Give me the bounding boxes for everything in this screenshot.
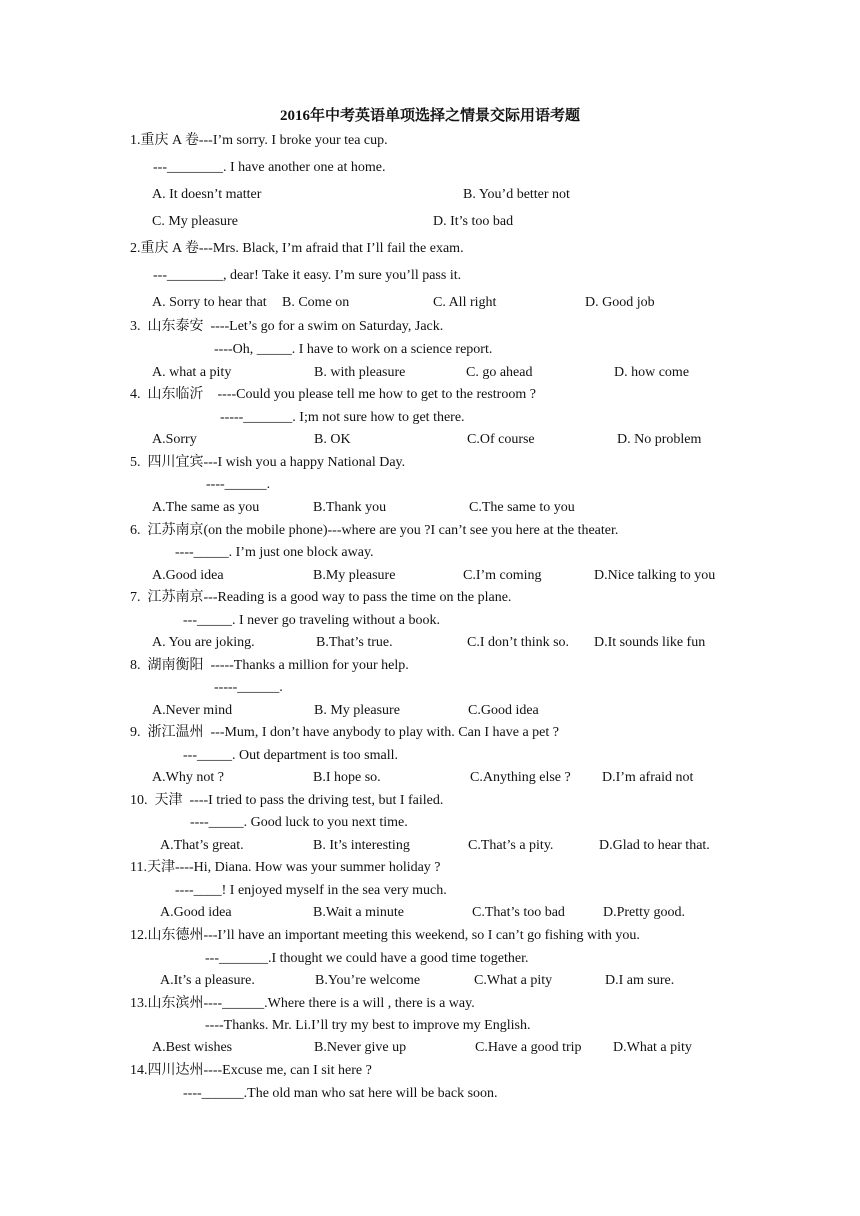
question-9-option-a: A.Why not ? — [152, 770, 224, 785]
question-5-response: ----______. — [206, 477, 271, 492]
question-11-option-a: A.Good idea — [160, 905, 232, 920]
question-12-response: ---_______.I thought we could have a good time together. — [205, 951, 529, 966]
question-14-response: ----______.The old man who sat here will be back soon. — [183, 1086, 498, 1101]
question-13-option-a: A.Best wishes — [152, 1040, 233, 1055]
question-13-stem: 13.山东滨州----______.Where there is a will , there is a way. — [130, 996, 475, 1011]
question-2-stem: 2.重庆 A 卷---Mrs. Black, I’m afraid that I’ll fail the exam. — [130, 241, 464, 256]
question-10-option-c: C.That’s a pity. — [468, 838, 554, 853]
question-8-option-b: B. My pleasure — [314, 703, 400, 718]
question-7-option-b: B.That’s true. — [316, 635, 393, 650]
question-3-response: ----Oh, _____. I have to work on a science report. — [214, 342, 493, 357]
page-title: 2016年中考英语单项选择之情景交际用语考题 — [279, 108, 580, 124]
question-9-option-c: C.Anything else ? — [470, 770, 571, 785]
question-12-stem: 12.山东德州---I’ll have an important meeting this weekend, so I can’t go fishing with you. — [130, 928, 640, 943]
question-6-option-b: B.My pleasure — [313, 568, 396, 583]
question-1-option-b: B. You’d better not — [463, 187, 570, 202]
question-2-response: ---________, dear! Take it easy. I’m sure you’ll pass it. — [153, 268, 462, 283]
question-1-option-d: D. It’s too bad — [433, 214, 514, 229]
question-3-option-a: A. what a pity — [152, 365, 232, 380]
question-12-option-b: B.You’re welcome — [315, 973, 421, 988]
question-9-response: ---_____. Out department is too small. — [183, 748, 399, 763]
question-3-option-c: C. go ahead — [466, 365, 533, 380]
question-2-option-b: B. Come on — [282, 295, 350, 310]
question-4-stem: 4. 山东临沂 ----Could you please tell me how to get to the restroom ? — [130, 387, 536, 402]
question-9-stem: 9. 浙江温州 ---Mum, I don’t have anybody to play with. Can I have a pet ? — [130, 725, 559, 740]
question-11-response: ----____! I enjoyed myself in the sea very much. — [175, 883, 447, 898]
question-2-option-d: D. Good job — [585, 295, 655, 310]
question-5-option-c: C.The same to you — [469, 500, 575, 515]
question-11-stem: 11.天津----Hi, Diana. How was your summer holiday ? — [130, 860, 441, 875]
question-13-response: ----Thanks. Mr. Li.I’ll try my best to improve my English. — [205, 1018, 531, 1033]
question-6-option-c: C.I’m coming — [463, 568, 542, 583]
question-13-option-d: D.What a pity — [613, 1040, 692, 1055]
question-4-option-b: B. OK — [314, 432, 351, 447]
question-1-stem: 1.重庆 A 卷---I’m sorry. I broke your tea cup. — [130, 133, 388, 148]
question-11-option-d: D.Pretty good. — [603, 905, 686, 920]
question-12-option-c: C.What a pity — [474, 973, 553, 988]
question-8-option-c: C.Good idea — [468, 703, 539, 718]
question-2-option-c: C. All right — [433, 295, 497, 310]
question-6-response: ----_____. I’m just one block away. — [175, 545, 374, 560]
question-9-option-b: B.I hope so. — [313, 770, 381, 785]
question-11-option-c: C.That’s too bad — [472, 905, 565, 920]
question-14-stem: 14.四川达州----Excuse me, can I sit here ? — [130, 1063, 372, 1078]
question-5-option-a: A.The same as you — [152, 500, 260, 515]
question-12-option-d: D.I am sure. — [605, 973, 675, 988]
question-4-option-a: A.Sorry — [152, 432, 197, 447]
question-8-stem: 8. 湖南衡阳 -----Thanks a million for your help. — [130, 658, 409, 673]
question-4-option-d: D. No problem — [617, 432, 702, 447]
question-13-option-c: C.Have a good trip — [475, 1040, 582, 1055]
question-8-response: -----______. — [214, 680, 283, 695]
question-10-option-a: A.That’s great. — [160, 838, 244, 853]
question-10-stem: 10. 天津 ----I tried to pass the driving test, but I failed. — [130, 793, 444, 808]
question-10-response: ----_____. Good luck to you next time. — [190, 815, 408, 830]
question-10-option-b: B. It’s interesting — [313, 838, 410, 853]
question-3-option-d: D. how come — [614, 365, 690, 380]
question-13-option-b: B.Never give up — [314, 1040, 407, 1055]
question-9-option-d: D.I’m afraid not — [602, 770, 694, 785]
question-4-response: -----_______. I;m not sure how to get there. — [220, 410, 465, 425]
question-7-response: ---_____. I never go traveling without a book. — [183, 613, 440, 628]
question-11-option-b: B.Wait a minute — [313, 905, 405, 920]
question-3-stem: 3. 山东泰安 ----Let’s go for a swim on Saturday, Jack. — [130, 319, 444, 334]
question-6-stem: 6. 江苏南京(on the mobile phone)---where are you ?I can’t see you here at the theater. — [130, 523, 619, 538]
question-7-option-d: D.It sounds like fun — [594, 635, 706, 650]
question-7-option-a: A. You are joking. — [152, 635, 255, 650]
question-1-option-a: A. It doesn’t matter — [152, 187, 262, 202]
question-4-option-c: C.Of course — [467, 432, 535, 447]
question-10-option-d: D.Glad to hear that. — [599, 838, 710, 853]
question-7-stem: 7. 江苏南京---Reading is a good way to pass the time on the plane. — [130, 590, 512, 605]
question-1-response: ---________. I have another one at home. — [153, 160, 386, 175]
question-5-stem: 5. 四川宜宾---I wish you a happy National Day. — [130, 455, 406, 470]
question-12-option-a: A.It’s a pleasure. — [160, 973, 255, 988]
question-8-option-a: A.Never mind — [152, 703, 233, 718]
question-1-option-c: C. My pleasure — [152, 214, 238, 229]
question-6-option-d: D.Nice talking to you — [594, 568, 716, 583]
question-3-option-b: B. with pleasure — [314, 365, 406, 380]
question-6-option-a: A.Good idea — [152, 568, 224, 583]
question-7-option-c: C.I don’t think so. — [467, 635, 570, 650]
question-5-option-b: B.Thank you — [313, 500, 387, 515]
question-2-option-a: A. Sorry to hear that — [152, 295, 267, 310]
